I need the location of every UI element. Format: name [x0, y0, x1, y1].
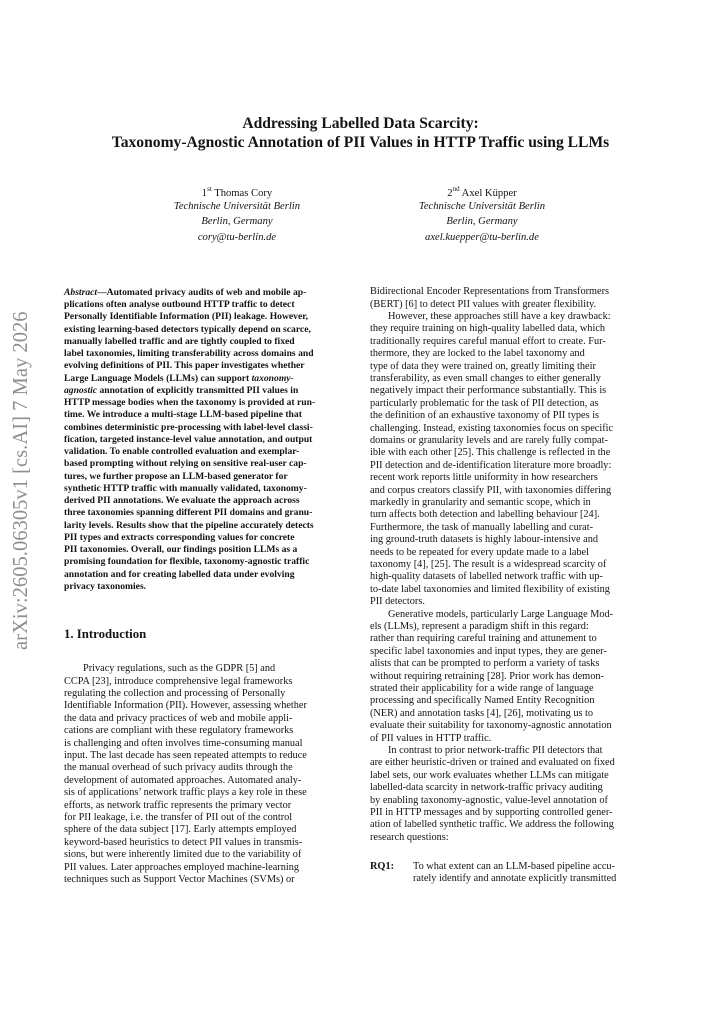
abstract-italic-term: agnostic: [64, 385, 98, 396]
right-column-line: the definition of an exhaustive taxonomy of PII types is: [370, 410, 600, 421]
right-column-line: ation of labelled synthetic traffic. We address the following: [370, 819, 614, 830]
right-column-line: traditionally requires careful manual effort to create. Fur-: [370, 336, 606, 347]
right-column-line: high-quality datasets of labelled network traffic with up-: [370, 571, 603, 582]
right-column-line: they require training on high-quality labelled data, which: [370, 323, 606, 334]
right-column-line: Furthermore, the task of manually labelling and curat-: [370, 522, 594, 533]
abstract-line: three taxonomies spanning different PII domains and granu-: [64, 507, 313, 518]
paper-title-line-2: Taxonomy-Agnostic Annotation of PII Values in HTTP Traffic using LLMs: [111, 134, 610, 151]
right-column-line: label sets, our work evaluates whether LLMs can mitigate: [370, 770, 609, 781]
abstract-line: label taxonomies, limiting transferability across domains and: [64, 348, 314, 359]
abstract-line: manually labelled traffic and are tightly coupled to fixed: [64, 336, 295, 347]
author-1-affiliation: Technische Universität Berlin: [173, 201, 301, 212]
abstract-line: promising foundation for flexible, taxonomy-agnostic traffic: [64, 556, 310, 567]
right-column-line: ible with each other [25]. This challenge is reflected in the: [370, 447, 611, 458]
right-column-line: alists that can be prompted to perform a variety of tasks: [370, 658, 600, 669]
arxiv-side-stamp: arXiv:2605.06305v1 [cs.AI] 7 May 2026: [10, 311, 32, 650]
author-2-email: axel.kuepper@tu-berlin.de: [425, 232, 539, 243]
rq1-label: RQ1:: [370, 861, 395, 872]
intro-line: the manual overhead of such privacy audits through the: [64, 762, 293, 773]
right-column-line: markedly in granularity and semantic scope, which in: [370, 497, 591, 508]
right-column-line: transferability, as even small changes to either generally: [370, 373, 601, 384]
intro-line: for PII leakage, i.e. the transfer of PII out of the control: [64, 812, 293, 823]
right-column-line: rather than requiring careful training and attunement to: [370, 633, 597, 644]
intro-line: efforts, as network traffic represents the primary vector: [64, 800, 292, 811]
author-1-location: Berlin, Germany: [201, 216, 273, 227]
right-column-line: are either heuristic-driven or trained and evaluated on fixed: [370, 757, 615, 768]
abstract-line: privacy taxonomies.: [64, 581, 147, 592]
right-column-line: strated their applicability for a wide range of language: [370, 683, 594, 694]
abstract-line: based prompting without relying on sensitive real-user cap-: [64, 458, 307, 469]
author-1-ordinal-suffix: st: [207, 185, 212, 193]
right-column-line: of PII values in HTTP traffic.: [370, 733, 492, 744]
intro-line: development of automated approaches. Automated analy-: [64, 775, 302, 786]
intro-line: sis of applications’ network traffic plays a key role in these: [64, 787, 307, 798]
abstract-label: Abstract: [64, 287, 98, 298]
right-column-line: Bidirectional Encoder Representations from Transformers: [370, 286, 610, 297]
right-column-line: ing ground-truth datasets is highly labour-intensive and: [370, 534, 598, 545]
right-column-line: PII detection and de-identification literature more broadly:: [370, 460, 612, 471]
abstract-line: tures, we further propose an LLM-based generator for: [64, 471, 288, 482]
abstract-line: fication, targeted instance-level value annotation, and output: [64, 434, 313, 445]
abstract-line: synthetic HTTP traffic with manually validated, taxonomy-: [64, 483, 307, 494]
intro-line: the data and privacy practices of web and mobile appli-: [64, 713, 293, 724]
right-column-line: turn affects both detection and labelling behaviour [24].: [370, 509, 600, 520]
intro-line: keyword-based heuristics to detect PII values in transmis-: [64, 837, 303, 848]
intro-line: Identifiable Information (PII). However, assessing whether: [64, 700, 307, 711]
intro-line: techniques such as Support Vector Machines (SVMs) or: [64, 874, 295, 885]
right-column-line: Generative models, particularly Large Language Mod-: [388, 609, 614, 620]
intro-line: Privacy regulations, such as the GDPR [5] and: [83, 663, 276, 674]
right-column-line: by enabling taxonomy-agnostic, value-level annotation of: [370, 795, 608, 806]
abstract-line: validation. To enable controlled evaluation and exemplar-: [64, 446, 300, 457]
intro-line: PII values. Later approaches employed machine-learning: [64, 862, 300, 873]
author-2-ordinal-suffix: nd: [452, 185, 460, 193]
right-column-line: without requiring retraining [28]. Prior work has demon-: [370, 671, 604, 682]
right-column-line: labelled-data scarcity in network-traffic privacy auditing: [370, 782, 603, 793]
right-column-line: In contrast to prior network-traffic PII detectors that: [388, 745, 603, 756]
right-column-line: (NER) and annotation tasks [4], [26], motivating us to: [370, 708, 594, 719]
right-column-line: needs to be repeated for every update made to a label: [370, 547, 589, 558]
intro-line: is challenging and often involves time-consuming manual: [64, 738, 303, 749]
rq1-line: rately identify and annotate explicitly transmitted: [413, 873, 617, 884]
intro-line: sphere of the data subject [17]. Early attempts employed: [64, 824, 297, 835]
right-column-line: processing and specifically Named Entity Recognition: [370, 695, 595, 706]
abstract-line: larity levels. Results show that the pipeline accurately detects: [64, 520, 314, 531]
right-column-line: challenging. Instead, existing taxonomies focus on specific: [370, 423, 614, 434]
abstract-line: combines deterministic pre-processing with label-level classi-: [64, 422, 313, 433]
abstract-line: annotation and for creating labelled data under evolving: [64, 569, 295, 580]
abstract-line: agnostic annotation of explicitly transmitted PII values in: [64, 385, 299, 396]
abstract-line: PII types and extracts corresponding values for concrete: [64, 532, 295, 543]
right-column-line: PII detectors.: [370, 596, 425, 607]
abstract-line: derived PII annotations. We evaluate the approach across: [64, 495, 300, 506]
author-2-affiliation: Technische Universität Berlin: [418, 201, 546, 212]
right-column-line: research questions:: [370, 832, 449, 843]
right-column-line: However, these approaches still have a key drawback:: [388, 311, 611, 322]
abstract-line: Personally Identifiable Information (PII) leakage. However,: [64, 311, 308, 322]
right-column-line: domains or granularity levels and are rarely fully compat-: [370, 435, 608, 446]
intro-line: sions, but were inherently limited due to the variability of: [64, 849, 302, 860]
abstract-line: plications often analyse outbound HTTP traffic to detect: [64, 299, 295, 310]
abstract-line: HTTP message bodies when the taxonomy is provided at run-: [64, 397, 316, 408]
right-column-line: thermore, they are locked to the label taxonomy and: [370, 348, 585, 359]
right-column-line: particularly problematic for the task of PII detection, as: [370, 398, 599, 409]
right-column-line: recent work reports little uniformity in how researchers: [370, 472, 598, 483]
right-column-line: and corpus creators classify PII, with taxonomies differing: [370, 485, 612, 496]
right-column-line: to-date label taxonomies and limited flexibility of existing: [370, 584, 610, 595]
right-column-line: type of data they were trained on, greatly limiting their: [370, 361, 596, 372]
intro-line: cations are compliant with these regulatory frameworks: [64, 725, 294, 736]
right-column-line: negatively impact their performance substantially. This is: [370, 385, 607, 396]
right-column-line: PII in HTTP messages and by supporting controlled gener-: [370, 807, 613, 818]
abstract-line: Abstract—Automated privacy audits of web and mobile ap-: [64, 287, 307, 298]
author-2-location: Berlin, Germany: [446, 216, 518, 227]
author-1-email: cory@tu-berlin.de: [197, 232, 277, 243]
author-2-name: 2nd Axel Küpper: [447, 185, 517, 199]
intro-line: CCPA [23], introduce comprehensive legal frameworks: [64, 676, 293, 687]
right-column-line: specific label taxonomies and input types, they are gener-: [370, 646, 607, 657]
abstract-line: existing learning-based detectors typically depend on scarce,: [64, 324, 311, 335]
intro-line: input. The last decade has seen repeated attempts to reduce: [64, 750, 307, 761]
abstract-line: PII taxonomies. Overall, our findings position LLMs as a: [64, 544, 298, 555]
right-column-line: taxonomy [4], [25]. The result is a widespread scarcity of: [370, 559, 607, 570]
abstract-italic-term: taxonomy-: [251, 373, 294, 384]
section-heading: 1. Introduction: [64, 627, 147, 641]
abstract-line: evolving definitions of PII. This paper investigates whether: [64, 360, 305, 371]
right-column-line: (BERT) [6] to detect PII values with greater flexibility.: [370, 299, 597, 310]
rq1-line: To what extent can an LLM-based pipeline accu-: [413, 861, 615, 872]
right-column-line: els (LLMs), represent a paradigm shift in this regard:: [370, 621, 589, 632]
paper-title-line-1: Addressing Labelled Data Scarcity:: [242, 115, 479, 132]
author-1-name: 1st Thomas Cory: [201, 185, 273, 199]
right-column-line: evaluate their suitability for taxonomy-agnostic annotation: [370, 720, 612, 731]
abstract-line: time. We introduce a multi-stage LLM-based pipeline that: [64, 409, 302, 420]
abstract-line: Large Language Models (LLMs) can support taxonomy-: [64, 373, 294, 384]
intro-line: regulating the collection and processing of Personally: [64, 688, 286, 699]
